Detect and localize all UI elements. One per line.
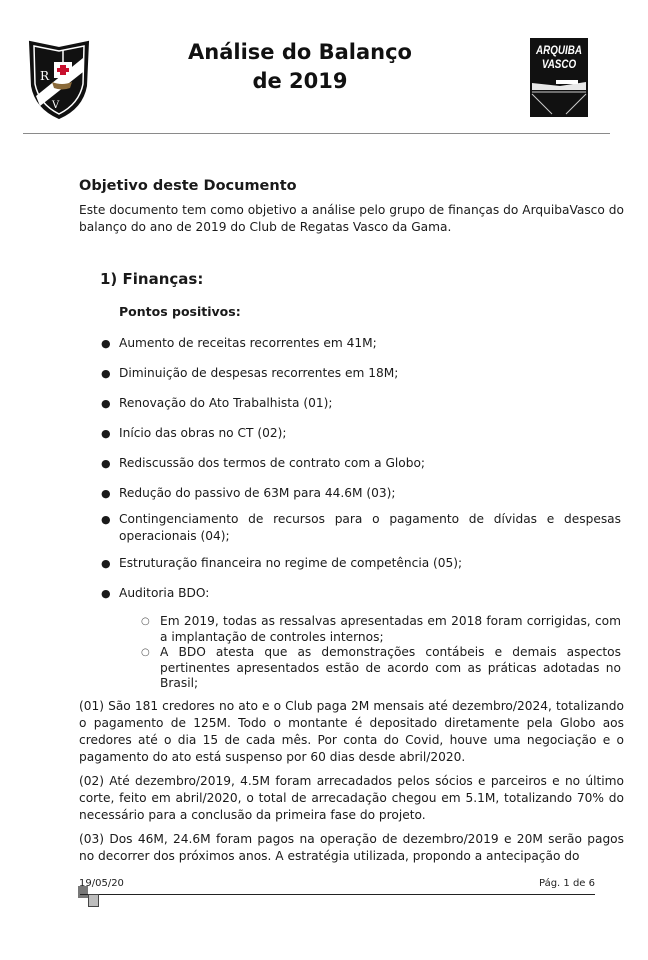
logo-line-1: ARQUIBA: [536, 43, 582, 57]
svg-text:R: R: [40, 69, 50, 83]
header-divider: [23, 133, 610, 134]
circle-bullet-icon: ○: [141, 647, 150, 658]
note-01: (01) São 181 credores no ato e o Club paga 2M mensais até dezembro/2024, totalizando o pagamento de 125M. Todo o montante é depositado diretamente pela Globo aos credores até o dia 15 de cada mês. Por conta do Covid, houve uma negociação e o pagamento do ato está suspenso por 60 dias desde abril/2020.: [79, 699, 624, 764]
vasco-crest-icon: [26, 36, 92, 120]
bullet-icon: ●: [101, 367, 111, 380]
footer-divider: [80, 894, 595, 895]
title-line-2: de 2019: [252, 69, 348, 93]
bullet-icon: ●: [101, 457, 111, 470]
stadium-icon: [530, 38, 588, 117]
bullet-icon: ●: [101, 487, 111, 500]
circle-bullet-icon: ○: [141, 616, 150, 627]
section-subheading: Pontos positivos:: [119, 304, 241, 319]
title-line-1: Análise do Balanço: [188, 40, 412, 64]
objective-heading: Objetivo deste Documento: [79, 178, 297, 194]
bullet-icon: ●: [101, 397, 111, 410]
footer-date: 19/05/20: [79, 878, 124, 889]
svg-text:V: V: [52, 100, 60, 111]
footer-page-number: Pág. 1 de 6: [539, 878, 595, 889]
footer-marker-light: [88, 894, 99, 907]
bullet-icon: ●: [101, 337, 111, 350]
bullet-icon: ●: [101, 557, 111, 570]
note-02: (02) Até dezembro/2019, 4.5M foram arrecadados pelos sócios e parceiros e no último corte, feito em abril/2020, o total de arrecadação chegou em 5.1M, totalizando 70% do necessário para a conclusão da primeira fase do projeto.: [79, 774, 624, 822]
objective-text: Este documento tem como objetivo a análise pelo grupo de finanças do ArquibaVasco do balanço do ano de 2019 do Club de Regatas Vasco da Gama.: [79, 203, 624, 234]
logo-line-2: VASCO: [541, 57, 577, 71]
bullet-icon: ●: [101, 513, 111, 526]
arquibavasco-logo: [530, 38, 588, 117]
note-03: (03) Dos 46M, 24.6M foram pagos na operação de dezembro/2019 e 20M serão pagos no decorrer dos próximos anos. A estratégia utilizada, propondo a antecipação do: [79, 832, 624, 863]
section-heading: 1) Finanças:: [100, 270, 204, 288]
bullet-icon: ●: [101, 587, 111, 600]
vasco-crest-logo: [26, 36, 92, 120]
bullet-icon: ●: [101, 427, 111, 440]
document-title: [150, 38, 450, 96]
